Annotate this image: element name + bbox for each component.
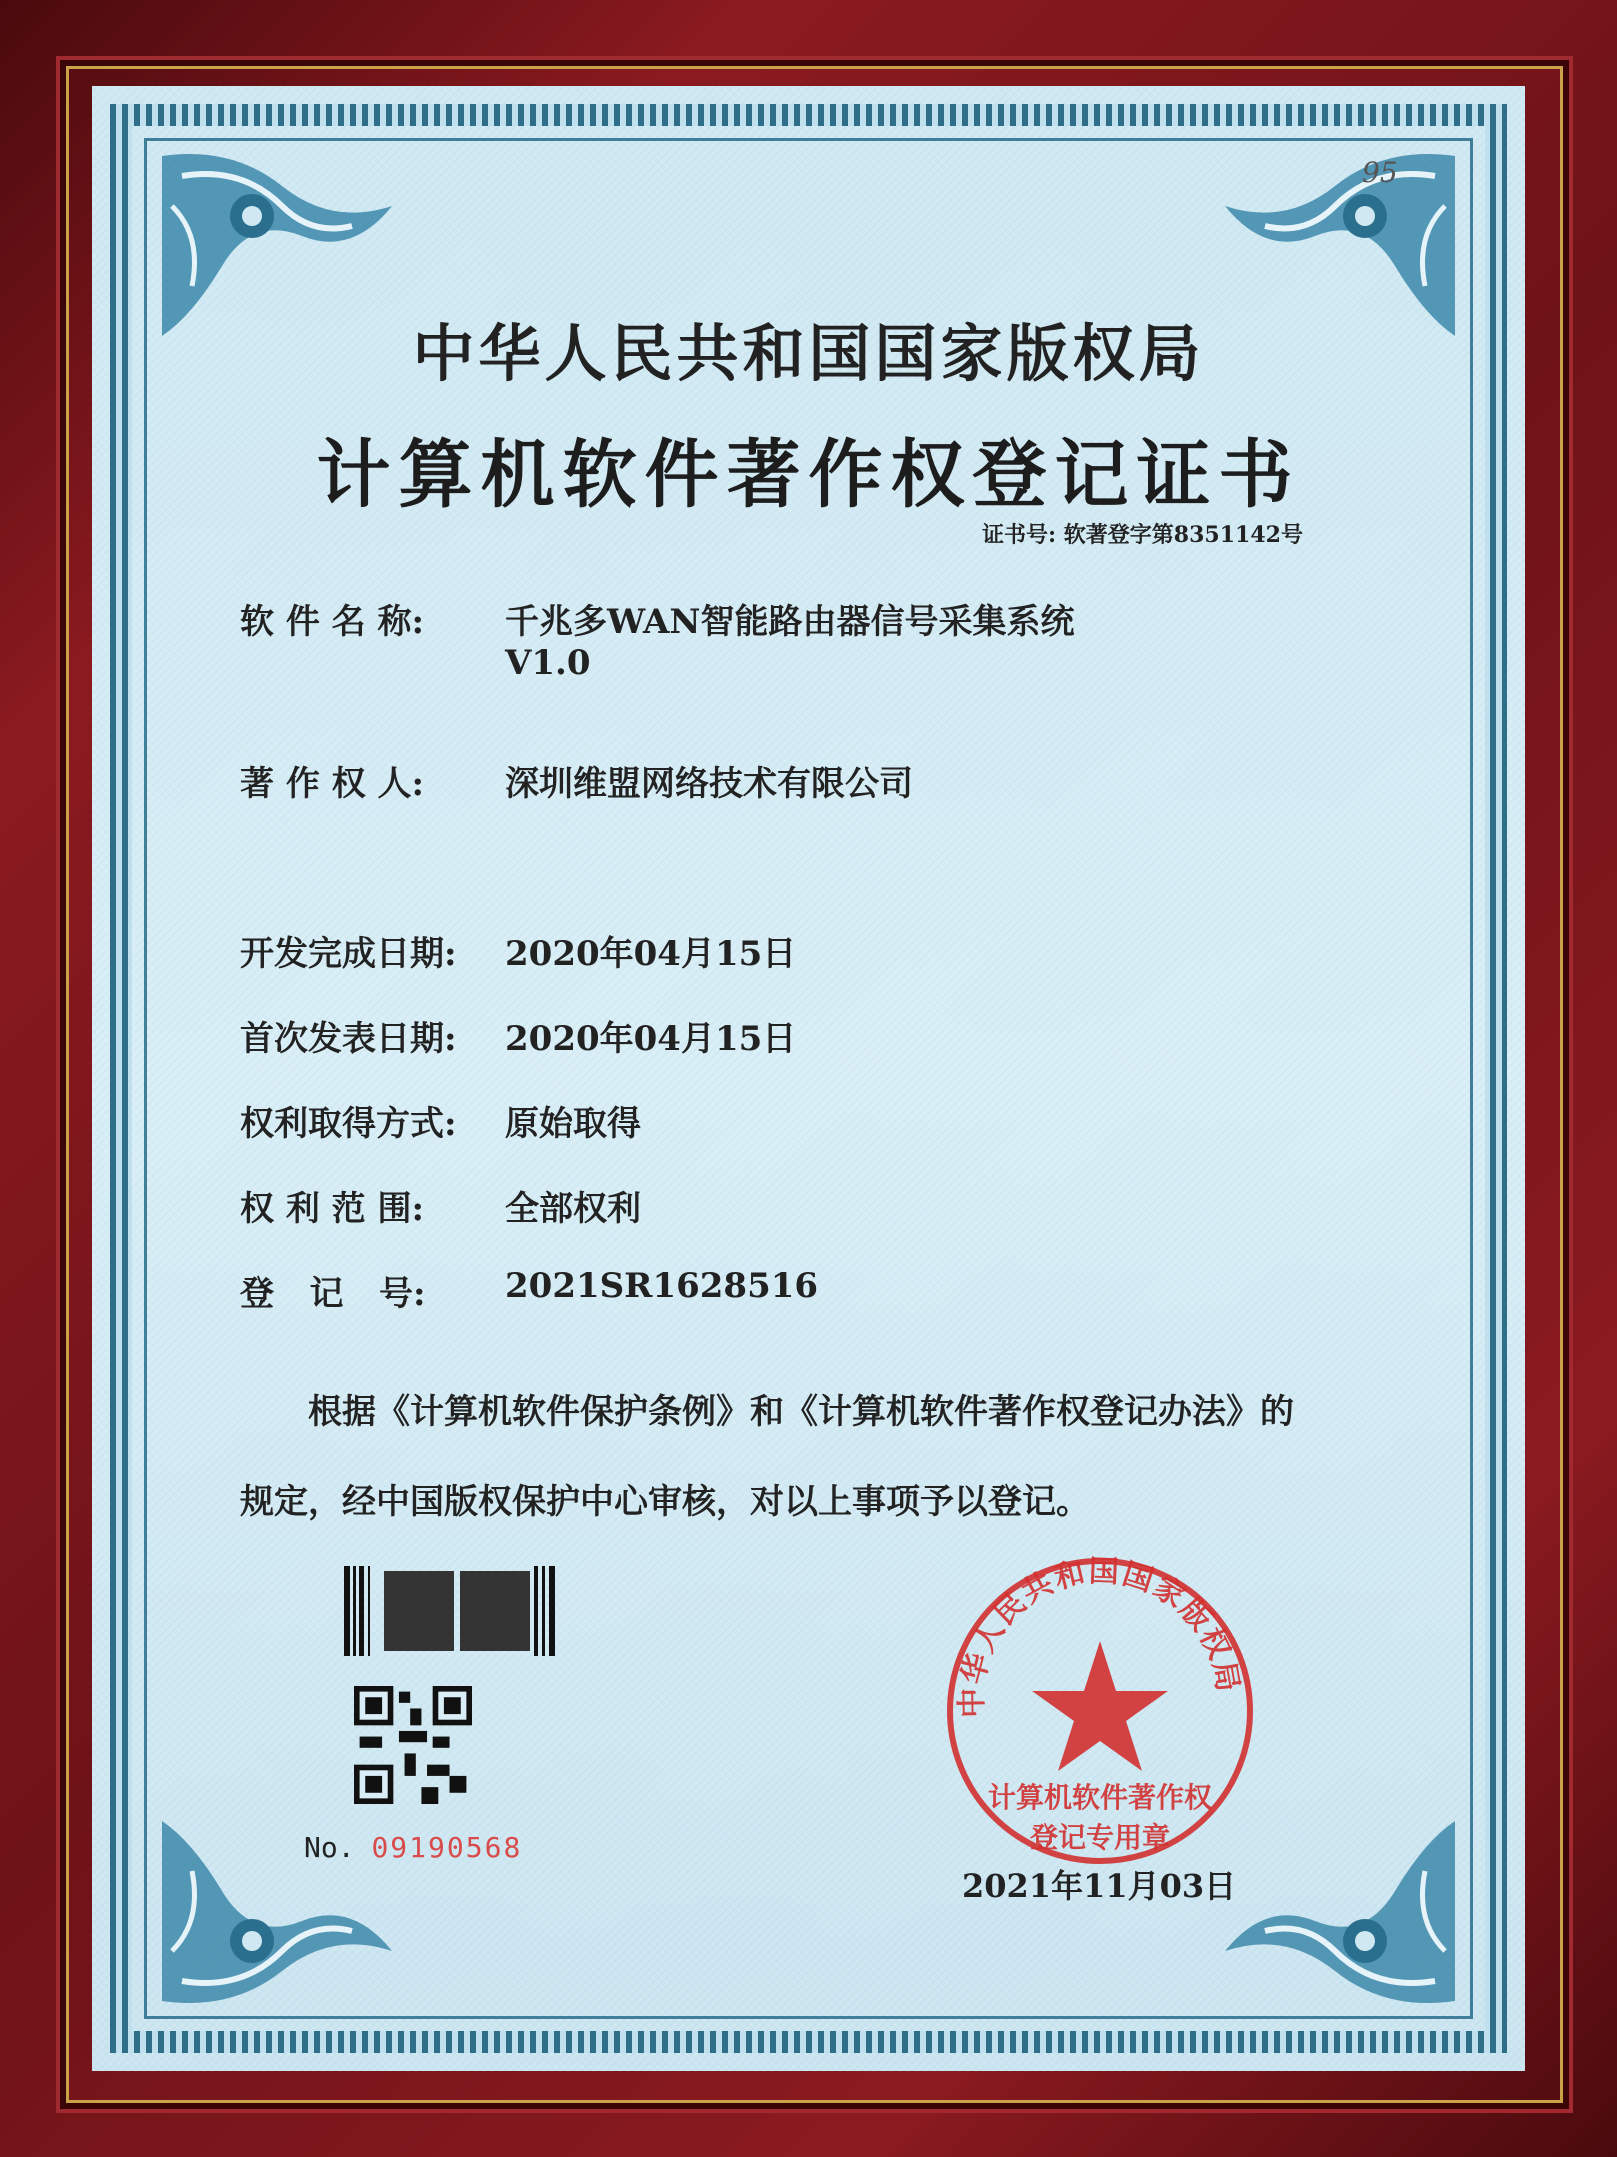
certificate-number: [982, 518, 1303, 549]
field-software-name: [240, 594, 1074, 683]
field-value: 原始取得: [505, 1104, 641, 1144]
field-label: 开发完成日期:: [240, 934, 457, 974]
handwritten-mark: 95: [1362, 156, 1398, 189]
serial-number: [304, 1831, 522, 1864]
statement-line-2: 规定，经中国版权保护中心审核，对以上事项予以登记。: [240, 1482, 1090, 1522]
barcode-icon: [344, 1566, 556, 1656]
qr-code-icon: [354, 1686, 472, 1804]
field-copyright-owner: [240, 756, 913, 805]
field-rights-scope: [240, 1181, 641, 1230]
issue-date: 2021年11月03日: [962, 1867, 1237, 1905]
field-value: 全部权利: [505, 1189, 641, 1229]
serial-value: 09190568: [371, 1831, 523, 1864]
issuer-title: 中华人民共和国国家版权局: [412, 317, 1205, 390]
statement-line-1: 根据《计算机软件保护条例》和《计算机软件著作权登记办法》的: [308, 1392, 1294, 1432]
field-label: 首次发表日期:: [240, 1019, 457, 1059]
field-label: 权 利 范 围:: [240, 1189, 425, 1229]
serial-prefix: No.: [304, 1831, 355, 1864]
field-label: 登 记 号:: [240, 1274, 426, 1314]
field-label: 软 件 名 称:: [240, 602, 425, 642]
field-label: 权利取得方式:: [240, 1104, 457, 1144]
certificate-paper: [92, 86, 1525, 2071]
certificate-title: 计算机软件著作权登记证书: [316, 432, 1301, 518]
seal-text-line-1: 计算机软件著作权: [987, 1781, 1212, 1814]
field-value: 2020年04月15日: [505, 934, 797, 974]
seal-text-line-2: 登记专用章: [1029, 1821, 1170, 1854]
field-value: 2021SR1628516: [505, 1266, 819, 1306]
field-registration-number: [240, 1266, 818, 1315]
field-rights-acquisition: [240, 1096, 641, 1145]
svg-text:中华人民共和国国家版权局: 中华人民共和国国家版权局: [954, 1554, 1246, 1719]
field-value: 深圳维盟网络技术有限公司: [505, 764, 913, 804]
field-first-publish-date: [240, 1011, 796, 1060]
field-dev-complete-date: [240, 926, 796, 975]
field-label: 著 作 权 人:: [240, 764, 425, 804]
cert-no-label: 证书号:: [982, 522, 1057, 548]
field-value-version: V1.0: [505, 643, 591, 683]
field-value: 2020年04月15日: [505, 1019, 797, 1059]
cert-no-value: 软著登字第8351142号: [1063, 522, 1303, 548]
field-value: 千兆多WAN智能路由器信号采集系统: [505, 602, 1075, 642]
